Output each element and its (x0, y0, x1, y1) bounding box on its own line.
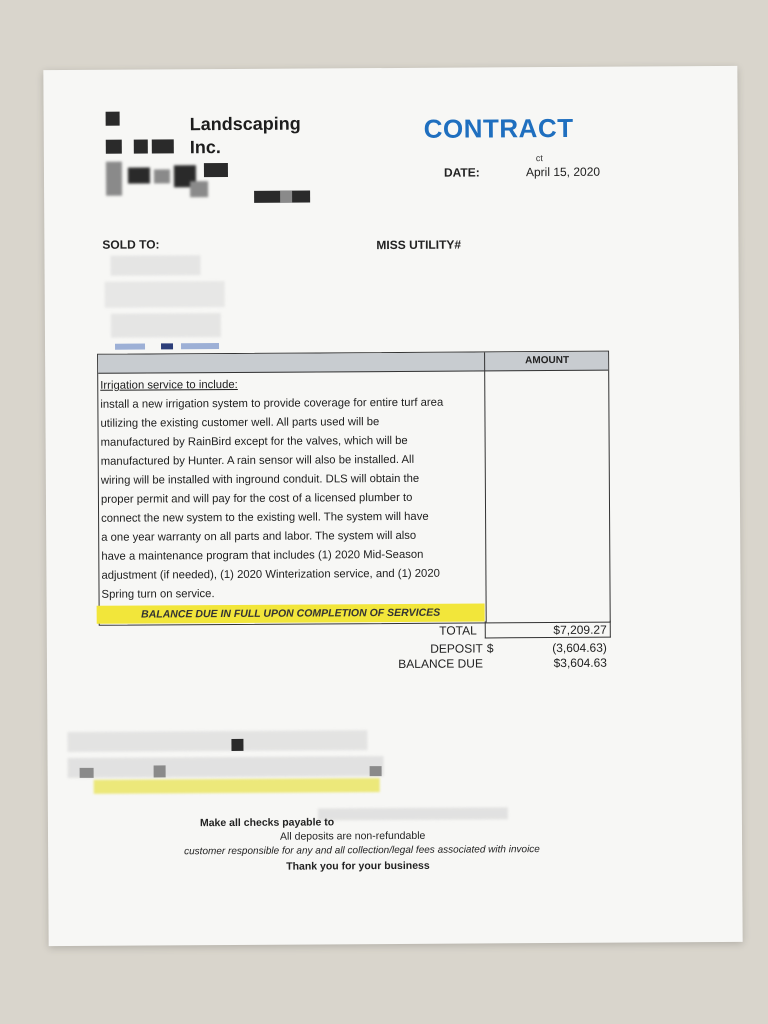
date-label: DATE: (443, 165, 480, 180)
company-name (190, 113, 301, 160)
date-value: April 15, 2020 (525, 164, 601, 180)
description-line: manufactured by Hunter. A rain sensor will also be installed. All (100, 453, 415, 468)
services-table (97, 351, 611, 626)
deposit-currency: $ (486, 641, 494, 656)
deposit-value: (3,604.63) (552, 640, 607, 656)
description-line: a one year warranty on all parts and labor. The system will also (101, 529, 417, 544)
total-value: $7,209.27 (553, 622, 607, 638)
document-title: CONTRACT (423, 112, 574, 144)
description-line: adjustment (if needed), (1) 2020 Winterization service, and (1) 2020 (101, 567, 440, 582)
amount-column-divider (484, 370, 487, 622)
collection-fees-text: customer responsible for any and all collection/legal fees associated with invoice (184, 844, 540, 858)
amount-column-header: AMOUNT (484, 352, 609, 371)
description-line: wiring will be installed with inground conduit. DLS will obtain the (100, 472, 420, 487)
deposit-label: DEPOSIT (430, 641, 483, 656)
service-title: Irrigation service to include: (100, 378, 238, 392)
balance-due-value: $3,604.63 (553, 655, 608, 671)
description-line: utilizing the existing customer well. All parts used will be (100, 416, 380, 430)
company-name-line2: Inc. (189, 137, 221, 158)
table-header-row (98, 352, 608, 374)
description-line: have a maintenance program that includes (1) 2020 Mid-Season (101, 548, 424, 563)
date-annotation: ct (535, 153, 543, 164)
miss-utility-label: MISS UTILITY# (376, 237, 462, 253)
description-line: proper permit and will pay for the cost of a licensed plumber to (100, 491, 413, 506)
description-line: install a new irrigation system to provide coverage for entire turf area (100, 396, 444, 411)
balance-due-label: BALANCE DUE (398, 656, 484, 671)
total-label: TOTAL (439, 623, 477, 638)
checks-payable-text: Make all checks payable to (199, 816, 335, 830)
service-description (100, 374, 481, 604)
description-line: Spring turn on service. (101, 588, 215, 601)
contract-page (43, 66, 742, 946)
thank-you-text: Thank you for your business (286, 859, 430, 873)
redacted-signature-block (43, 66, 737, 70)
description-line: manufactured by RainBird except for the valves, which will be (100, 434, 408, 449)
description-line: connect the new system to the existing well. The system will have (101, 510, 429, 525)
non-refundable-text: All deposits are non-refundable (279, 829, 426, 843)
balance-due-notice: BALANCE DUE IN FULL UPON COMPLETION OF SERVICES (97, 603, 485, 623)
redacted-customer-address (43, 66, 737, 70)
redacted-highlight (94, 778, 380, 794)
redacted-company-logo (43, 66, 737, 70)
company-name-line1: Landscaping (189, 113, 301, 135)
sold-to-label: SOLD TO: (102, 237, 160, 252)
